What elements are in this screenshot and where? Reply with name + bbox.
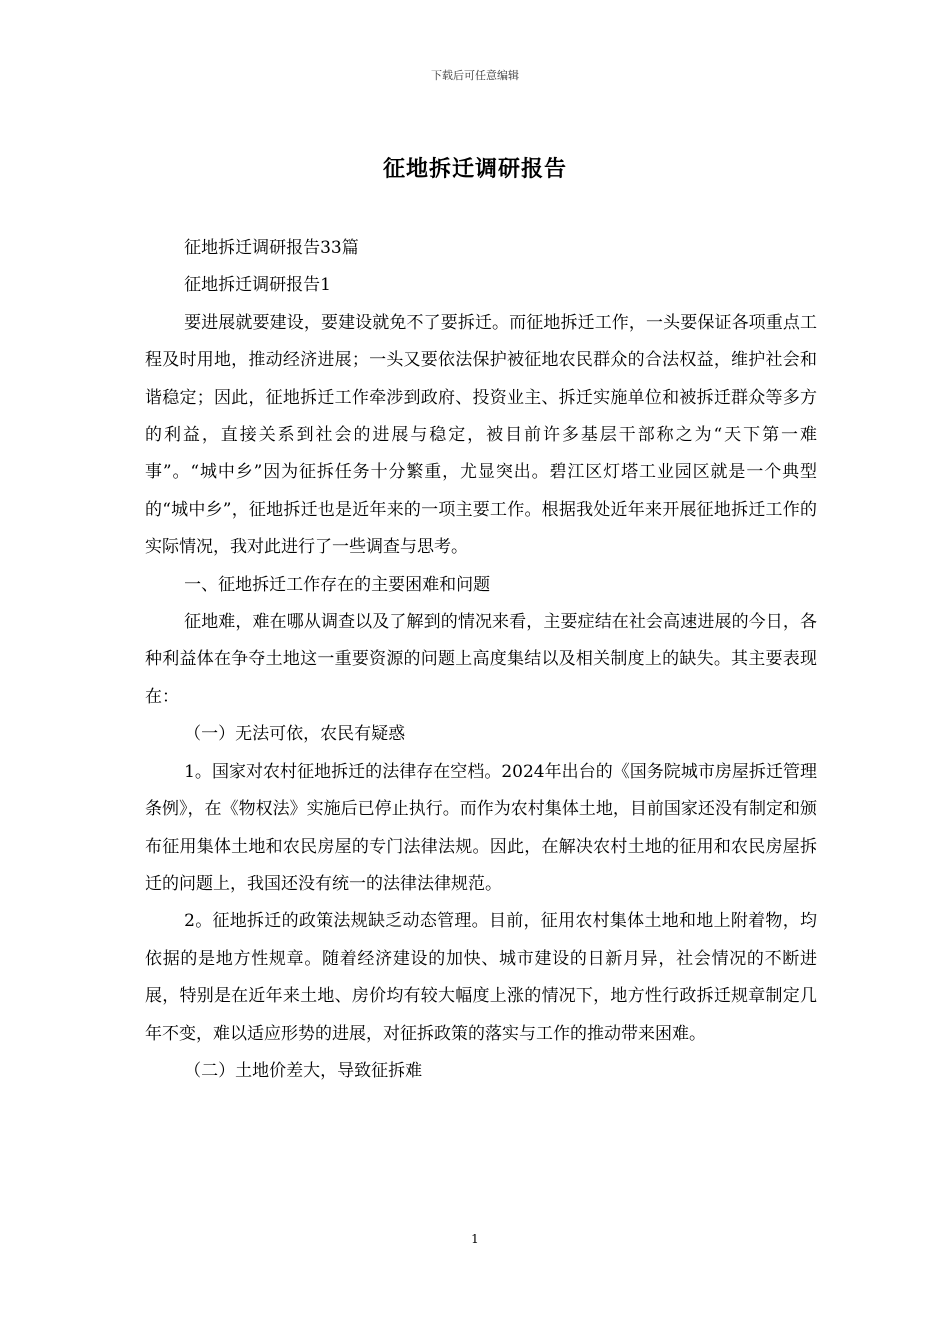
paragraph-subtitle: 征地拆迁调研报告33篇 xyxy=(184,238,359,258)
page-number: 1 xyxy=(471,1232,479,1246)
paragraph-point-1: 1。国家对农村征地拆迁的法律存在空档。2024年出台的《国务院城市房屋拆迁管理条例》，在《物权法》实施后已停止执行。而作为农村集体土地，目前国家还没有制定和颁布征用集体土地和农民房屋的专门法律法规。因此，在解决农村土地的征用和农民房屋拆迁的问题上，我国还没有统一的法律法律规范。 xyxy=(145,761,817,894)
heading-section-1: 一、征地拆迁工作存在的主要困难和问题 xyxy=(184,574,491,595)
heading-subsection-2: （二）土地价差大，导致征拆难 xyxy=(184,1060,423,1081)
paragraph-section-title: 征地拆迁调研报告1 xyxy=(184,275,331,296)
heading-subsection-1: （一）无法可依，农民有疑惑 xyxy=(184,724,406,745)
paragraph-difficulty: 征地难，难在哪从调查以及了解到的情况来看，主要症结在社会高速进展的今日，各种利益体在争夺土地这一重要资源的问题上高度集结以及相关制度上的缺失。其主要表现在： xyxy=(145,612,817,707)
paragraph-intro: 要进展就要建设，要建设就免不了要拆迁。而征地拆迁工作，一头要保证各项重点工程及时用地，推动经济进展；一头又要依法保护被征地农民群众的合法权益，维护社会和谐稳定；因此，征地拆迁工作牵涉到政府、投资业主、拆迁实施单位和被拆迁群众等多方的利益，直接关系到社会的进展与稳定，被目前许多基层干部称之为“天下第一难事”。“城中乡”因为征拆任务十分繁重，尤显突出。碧江区灯塔工业园区就是一个典型的“城中乡”，征地拆迁也是近年来的一项主要工作。根据我处近年来开展征地拆迁工作的实际情况，我对此进行了一些调查与思考。 xyxy=(145,312,817,558)
header-note: 下载后可任意编辑 xyxy=(431,69,519,82)
document-body xyxy=(145,230,817,1090)
paragraph-point-2: 2。征地拆迁的政策法规缺乏动态管理。目前，征用农村集体土地和地上附着物，均依据的是地方性规章。随着经济建设的加快、城市建设的日新月异，社会情况的不断进展，特别是在近年来土地、房价均有较大幅度上涨的情况下，地方性行政拆迁规章制定几年不变，难以适应形势的进展，对征拆政策的落实与工作的推动带来困难。 xyxy=(145,911,817,1044)
document-title: 征地拆迁调研报告 xyxy=(382,156,567,182)
